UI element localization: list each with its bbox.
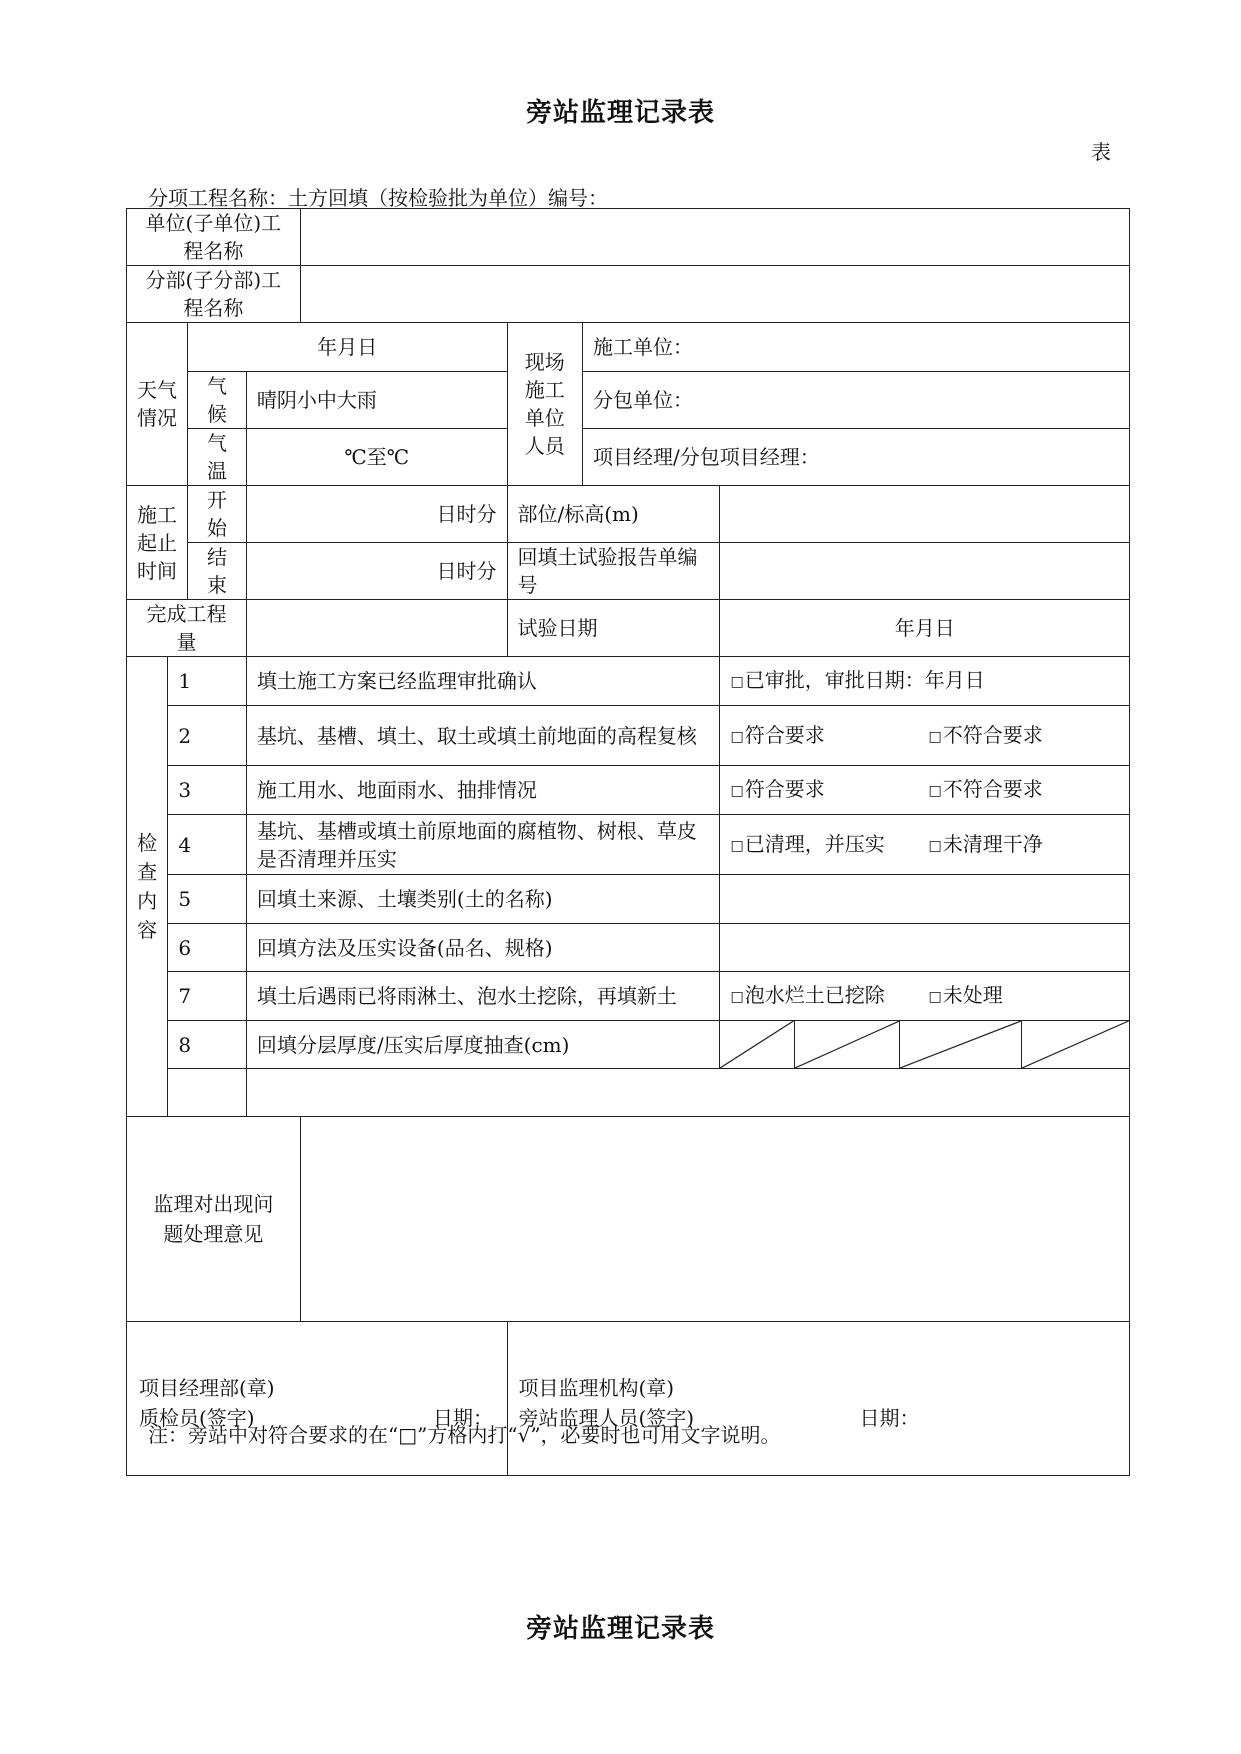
check-item: 回填土来源、土壤类别(土的名称) <box>246 875 720 924</box>
inspection-form <box>126 208 1130 1476</box>
construction-time-label: 施工起止时间 <box>127 486 188 600</box>
check-option[interactable]: □不符合要求 <box>928 722 1043 747</box>
division-project-field[interactable] <box>300 266 1129 323</box>
check-content-label: 检查内容 <box>127 657 168 1117</box>
completed-quantity-label: 完成工程量 <box>127 600 247 657</box>
position-elevation-label: 部位/标高(m) <box>507 486 720 543</box>
supervisor-signature-label: 旁站监理人员(签字) <box>518 1406 695 1430</box>
start-time-field[interactable]: 日时分 <box>246 486 507 543</box>
check-item: 施工用水、地面雨水、抽排情况 <box>246 766 720 815</box>
check-options <box>720 706 1130 766</box>
check-row <box>127 924 1130 972</box>
check-options <box>720 766 1130 815</box>
quality-inspector-signature-label: 质检员(签字) <box>139 1406 255 1430</box>
test-report-no-label: 回填土试验报告单编号 <box>507 543 720 600</box>
check-extra-field[interactable] <box>246 1069 1129 1117</box>
page-title: 旁站监理记录表 <box>525 98 715 128</box>
check-row <box>127 1021 1130 1069</box>
diagonal-line-icon <box>720 1021 793 1068</box>
temperature-label: 气温 <box>187 429 246 486</box>
end-time-field[interactable]: 日时分 <box>246 543 507 600</box>
checkbox-icon[interactable]: □ <box>928 728 942 745</box>
checkbox-icon[interactable]: □ <box>928 989 942 1005</box>
diagonal-line-icon <box>1022 1021 1129 1068</box>
check-no: 3 <box>168 766 247 815</box>
check-no: 5 <box>168 875 247 924</box>
test-date-field[interactable]: 年月日 <box>720 600 1130 657</box>
check-item: 基坑、基槽或填土前原地面的腐植物、树根、草皮是否清理并压实 <box>246 815 720 875</box>
checkbox-icon[interactable]: □ <box>730 728 744 745</box>
weather-date[interactable]: 年月日 <box>187 323 507 372</box>
check-option[interactable]: □泡水烂土已挖除 <box>730 983 885 1007</box>
check-no: 1 <box>168 657 247 706</box>
diagonal-line-icon <box>900 1021 1021 1068</box>
check-options <box>720 972 1130 1021</box>
opinion-label: 监理对出现问题处理意见 <box>127 1117 301 1322</box>
weather-label: 天气情况 <box>127 323 188 486</box>
check-item: 回填方法及压实设备(品名、规格) <box>246 924 720 972</box>
footnote: 注：旁站中对符合要求的在“□”方格内打“√”，必要时也可用文字说明。 <box>148 1423 781 1447</box>
sub-project-name: 分项工程名称：土方回填（按检验批为单位）编号： <box>148 186 608 210</box>
check-no: 6 <box>168 924 247 972</box>
supervision-date-label: 日期： <box>859 1406 920 1430</box>
contractor-date-label: 日期： <box>433 1406 493 1430</box>
thickness-cell-4[interactable] <box>1022 1021 1130 1069</box>
checkbox-icon[interactable]: □ <box>730 989 744 1005</box>
check-item: 填土施工方案已经监理审批确认 <box>246 657 720 706</box>
site-staff-label: 现场施工单位人员 <box>507 323 582 486</box>
division-project-label: 分部(子分部)工程名称 <box>127 266 301 323</box>
check-no: 7 <box>168 972 247 1021</box>
diagonal-line-icon <box>795 1021 899 1068</box>
checkbox-icon[interactable]: □ <box>730 783 744 799</box>
check-no-empty <box>168 1069 247 1117</box>
check-result-field[interactable] <box>720 924 1130 972</box>
test-report-no-field[interactable] <box>720 543 1130 600</box>
check-no: 2 <box>168 706 247 766</box>
check-item: 基坑、基槽、填土、取土或填土前地面的高程复核 <box>246 706 720 766</box>
page-title-second: 旁站监理记录表 <box>525 1614 715 1644</box>
check-options <box>720 657 1130 706</box>
check-option[interactable]: □符合要求 <box>730 722 825 747</box>
thickness-cell-1[interactable] <box>720 1021 794 1069</box>
check-no: 4 <box>168 815 247 875</box>
opinion-field[interactable] <box>300 1117 1129 1322</box>
climate-value[interactable]: 晴阴小中大雨 <box>246 372 507 429</box>
check-item: 回填分层厚度/压实后厚度抽查(cm) <box>246 1021 720 1069</box>
check-row <box>127 875 1130 924</box>
thickness-cell-3[interactable] <box>900 1021 1022 1069</box>
test-date-label: 试验日期 <box>507 600 720 657</box>
checkbox-icon[interactable]: □ <box>928 837 942 854</box>
climate-label: 气候 <box>187 372 246 429</box>
position-elevation-field[interactable] <box>720 486 1130 543</box>
subcontractor-field[interactable]: 分包单位： <box>582 372 1129 429</box>
check-row <box>127 706 1130 766</box>
check-no: 8 <box>168 1021 247 1069</box>
check-option[interactable]: □符合要求 <box>730 777 825 801</box>
contractor-field[interactable]: 施工单位： <box>582 323 1129 372</box>
completed-quantity-field[interactable] <box>246 600 507 657</box>
unit-project-field[interactable] <box>300 209 1129 266</box>
checkbox-icon[interactable]: □ <box>928 783 942 799</box>
start-label: 开始 <box>187 486 246 543</box>
checkbox-icon[interactable]: □ <box>730 674 744 690</box>
checkbox-icon[interactable]: □ <box>730 837 744 854</box>
check-row <box>127 815 1130 875</box>
supervision-org-stamp-label: 项目监理机构(章) <box>518 1376 675 1400</box>
check-row <box>127 1069 1130 1117</box>
check-option[interactable]: □未处理 <box>928 983 1003 1007</box>
table-number-label: 表 <box>1091 140 1111 164</box>
end-label: 结束 <box>187 543 246 600</box>
project-manager-field[interactable]: 项目经理/分包项目经理： <box>582 429 1129 486</box>
check-options <box>720 815 1130 875</box>
check-option[interactable]: □不符合要求 <box>928 777 1043 801</box>
check-result-field[interactable] <box>720 875 1130 924</box>
check-row <box>127 766 1130 815</box>
check-option[interactable]: □未清理干净 <box>928 831 1043 856</box>
temperature-value[interactable]: ℃至℃ <box>246 429 507 486</box>
check-item: 填土后遇雨已将雨淋土、泡水土挖除，再填新土 <box>246 972 720 1021</box>
unit-project-label: 单位(子单位)工程名称 <box>127 209 301 266</box>
check-option[interactable]: □已审批，审批日期：年月日 <box>730 668 985 692</box>
check-row <box>127 972 1130 1021</box>
check-row <box>127 657 1130 706</box>
contractor-signature-block[interactable] <box>127 1322 508 1476</box>
supervision-signature-block[interactable] <box>507 1322 1130 1476</box>
contractor-dept-stamp-label: 项目经理部(章) <box>139 1376 275 1400</box>
thickness-cell-2[interactable] <box>794 1021 899 1069</box>
check-option[interactable]: □已清理，并压实 <box>730 831 885 856</box>
